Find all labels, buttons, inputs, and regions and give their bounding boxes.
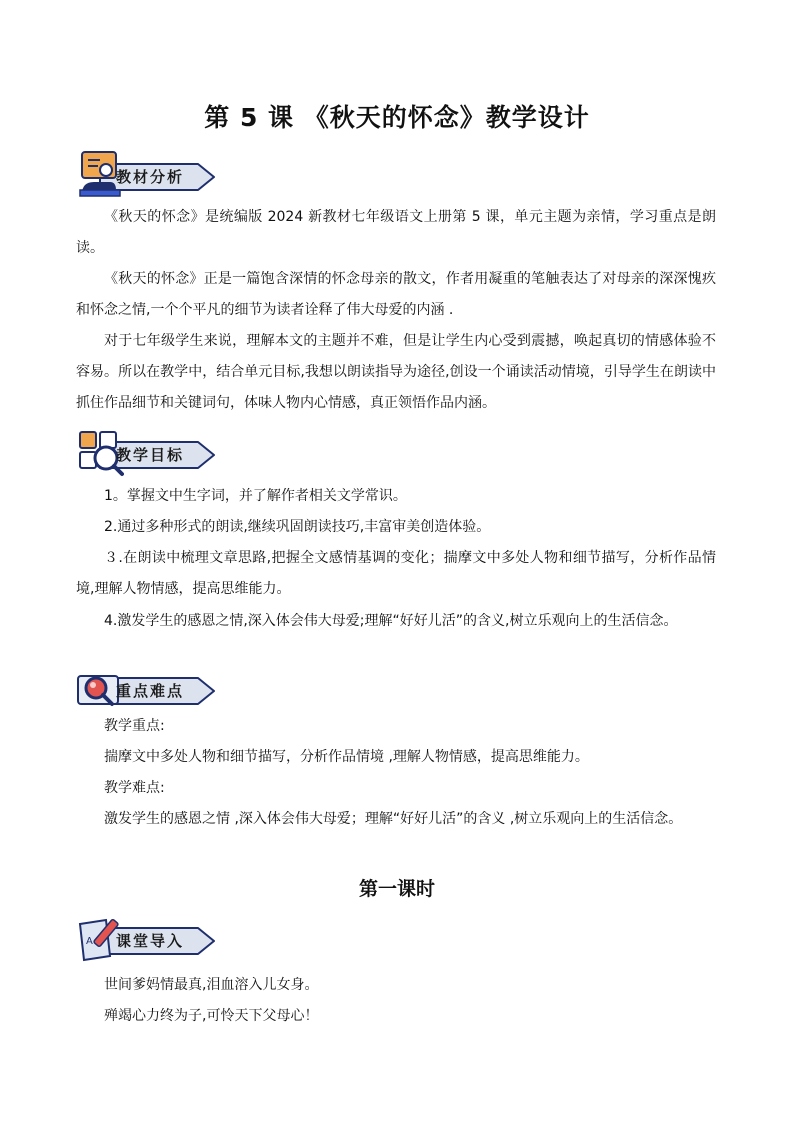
section-badge-intro [76,914,218,964]
section-badge-key-points [76,664,218,714]
key-difficulty-label: 教学难点: [104,780,165,796]
goal-item-3: ３.在朗读中梳理文章思路,把握全文感情基调的变化；揣摩文中多处人物和细节描写，分析作品情境,理解人物情感，提高思维能力。 [76,550,716,597]
key-difficulty-text: 激发学生的感恩之情 ,深入体会伟大母爱；理解“好好儿活”的含义 ,树立乐观向上的生活信念。 [104,811,683,827]
key-focus-label: 教学重点: [104,718,165,734]
lesson-heading: 第一课时 [358,878,435,900]
intro-line-2: 殚竭心力终为子,可怜天下父母心！ [104,1008,319,1024]
badge-label-goals: 教学目标 [116,446,185,464]
badge-label-analysis: 教材分析 [116,168,185,186]
intro-line-1: 世间爹妈情最真,泪血溶入儿女身。 [104,977,319,993]
analysis-paragraph-2: 《秋天的怀念》正是一篇饱含深情的怀念母亲的散文，作者用凝重的笔触表达了对母亲的深深愧疚和怀念之情,一个个平凡的细节为读者诠释了伟大母爱的内涵 . [76,271,716,318]
key-focus-text: 揣摩文中多处人物和细节描写，分析作品情境 ,理解人物情感，提高思维能力。 [104,749,589,765]
analysis-paragraph-3: 对于七年级学生来说，理解本文的主题并不难，但是让学生内心受到震撼，唤起真切的情感体验不容易。所以在教学中，结合单元目标,我想以朗读指导为途径,创设一个诵读活动情境，引导学生在朗读中抓住作品细节和关键词句，体味人物内心情感，真正领悟作品内涵。 [76,333,716,411]
page-title: 第 5 课 《秋天的怀念》教学设计 [204,103,590,132]
analysis-paragraph-1: 《秋天的怀念》是统编版 2024 新教材七年级语文上册第 5 课，单元主题为亲情，学习重点是朗读。 [76,209,716,256]
goal-item-4: 4.激发学生的感恩之情,深入体会伟大母爱;理解“好好儿活”的含义,树立乐观向上的生活信念。 [104,613,678,629]
badge-label-key-points: 重点难点 [116,682,185,700]
goal-item-1: 1。掌握文中生字词，并了解作者相关文学常识。 [104,488,407,504]
goal-item-2: 2.通过多种形式的朗读,继续巩固朗读技巧,丰富审美创造体验。 [104,519,491,535]
badge-label-intro: 课堂导入 [116,932,185,950]
svg-text:A: A [86,936,93,947]
section-badge-goals [76,428,218,478]
section-badge-analysis [76,150,218,200]
